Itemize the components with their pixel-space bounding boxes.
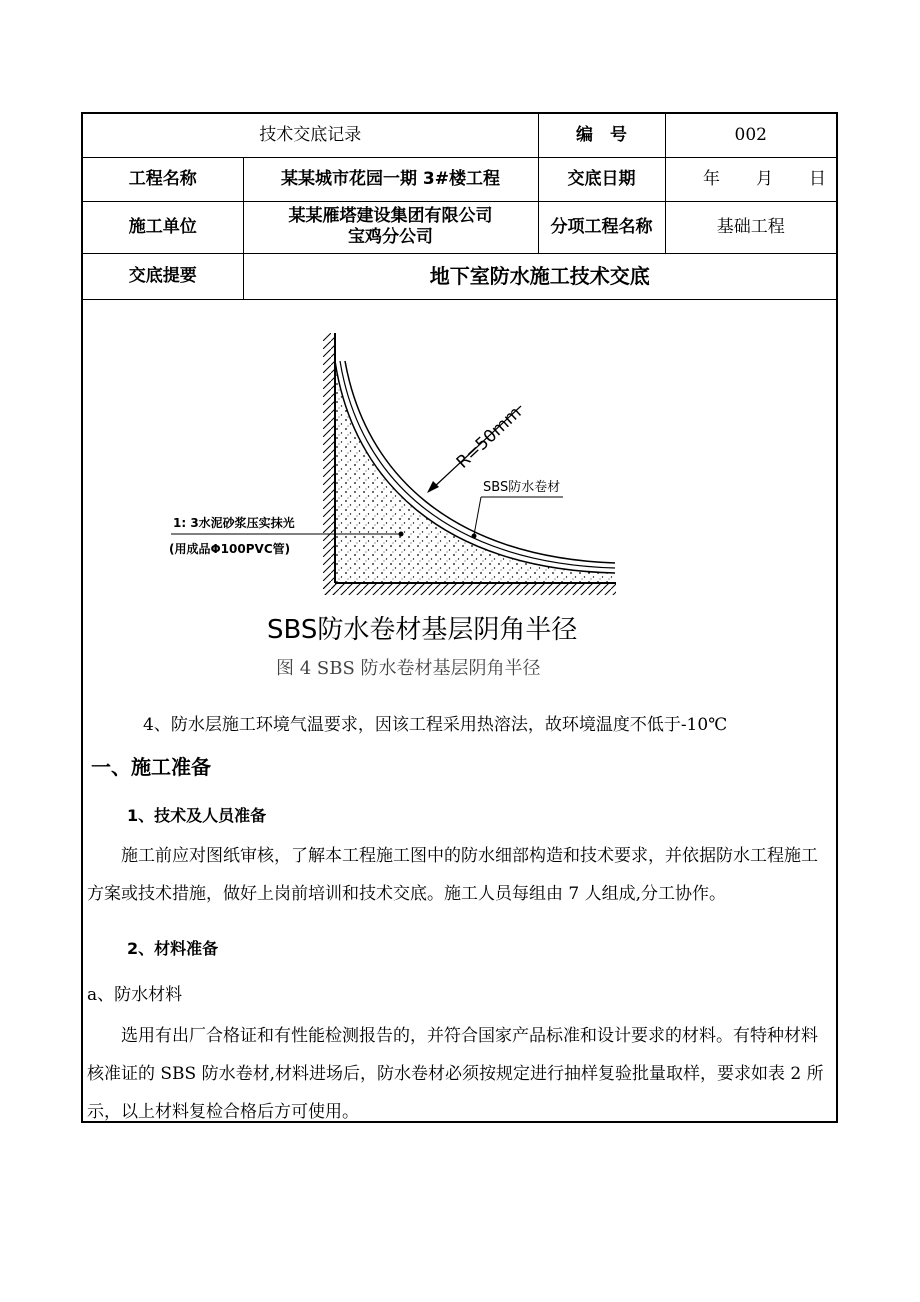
summary-label: 交底提要 [83,253,243,299]
document-frame [81,112,838,1123]
date-year: 年 [703,168,720,189]
subheading-materials: 2、材料准备 [127,939,219,958]
unit-value [243,201,538,253]
date-day: 日 [809,168,826,189]
floor-hatch [323,583,616,595]
mortar-fill [335,361,615,583]
mortar-label: 1: 3水泥砂浆压实抹光 [173,516,295,530]
project-name-label: 工程名称 [83,157,243,201]
figure-caption: 图 4 SBS 防水卷材基层阴角半径 [276,658,541,679]
summary-value: 地下室防水施工技术交底 [243,253,836,299]
corner-radius-diagram [83,301,836,701]
header-row-unit [83,201,836,253]
date-label: 交底日期 [538,157,665,201]
pvc-label: (用成品Φ100PVC管) [169,542,291,556]
record-title: 技术交底记录 [83,114,538,157]
wall-hatch [323,333,335,595]
item-4-text: 4、防水层施工环境气温要求，因该工程采用热溶法，故环境温度不低于-10℃ [143,715,728,735]
header-row-title [83,114,836,157]
header-table [83,114,836,300]
sbs-leader [474,497,481,535]
sbs-label: SBS防水卷材 [483,480,561,495]
radius-label: R=50mm [452,402,526,473]
date-month: 月 [756,168,773,189]
subproject-label: 分项工程名称 [538,201,665,253]
radius-arrow [427,481,439,493]
subproject-value: 基础工程 [665,201,836,253]
number-value: 002 [665,114,836,157]
paragraph-materials: 选用有出厂合格证和有性能检测报告的，并符合国家产品标准和设计要求的材料。有特种材料核准证的 SBS 防水卷材,材料进场后，防水卷材必须按规定进行抽样复验批量取样，要求如表 2 所示，以上材料复检合格后方可使用。 [87,1026,824,1122]
big-caption: SBS防水卷材基层阴角半径 [267,615,578,645]
number-label: 编 号 [538,114,665,157]
unit-value-line1: 某某雁塔建设集团有限公司 [288,206,493,226]
unit-value-line2: 宝鸡分公司 [348,227,433,247]
paragraph-tech-staff: 施工前应对图纸审核，了解本工程施工图中的防水细部构造和技术要求，并依据防水工程施工方案或技术措施，做好上岗前培训和技术交底。施工人员每组由 7 人组成,分工协作。 [87,846,818,904]
section-heading-prep: 一、施工准备 [91,755,211,779]
unit-label: 施工单位 [83,201,243,253]
project-name-value: 某某城市花园一期 3#楼工程 [243,157,538,201]
date-value [665,157,836,201]
subheading-tech-staff: 1、技术及人员准备 [127,806,267,825]
item-a-text: a、防水材料 [87,985,183,1005]
header-row-project [83,157,836,201]
header-row-summary [83,253,836,299]
